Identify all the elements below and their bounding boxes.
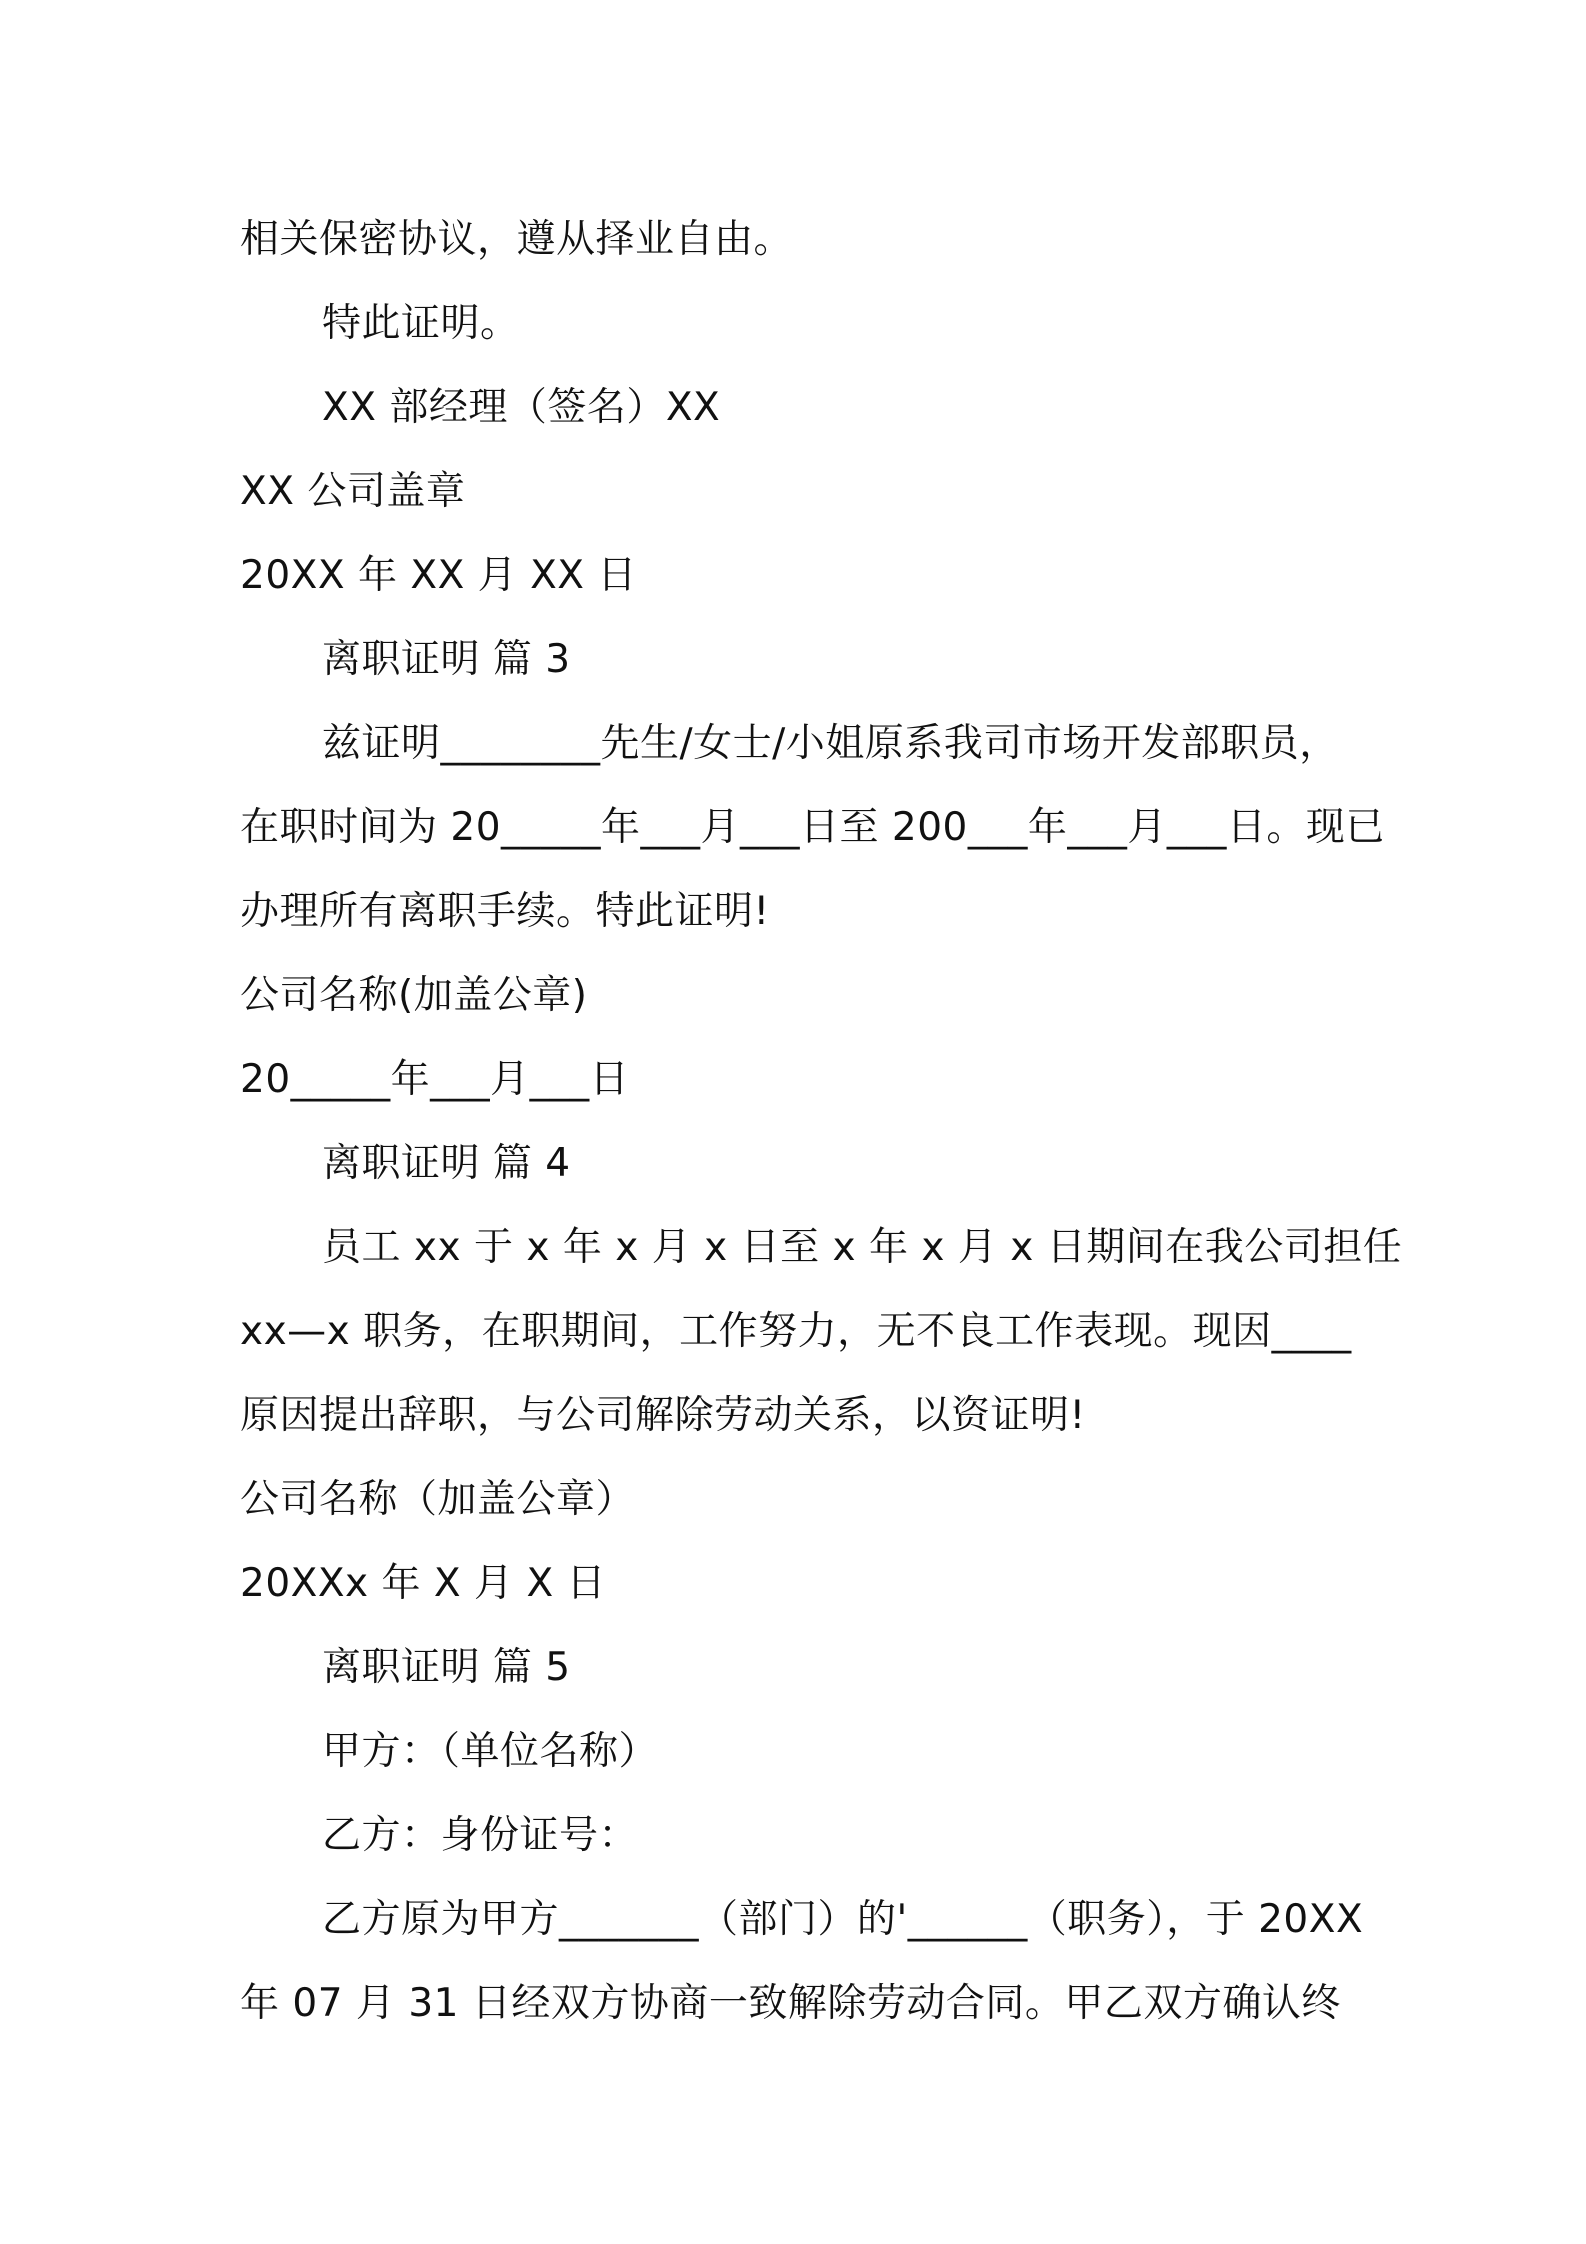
section-title-3: 离职证明 篇 3	[322, 637, 571, 682]
text-line-3: XX 部经理（签名）XX	[322, 385, 721, 430]
text-line-4: XX 公司盖章	[240, 469, 466, 514]
text-line-13: 员工 xx 于 x 年 x 月 x 日至 x 年 x 月 x 日期间在我公司担任	[322, 1225, 1403, 1270]
text-line-15: 原因提出辞职，与公司解除劳动关系，以资证明!	[240, 1393, 1086, 1438]
text-line-1: 相关保密协议，遵从择业自由。	[240, 217, 794, 262]
text-line-17: 20XXx 年 X 月 X 日	[240, 1561, 607, 1606]
section-title-4: 离职证明 篇 4	[322, 1141, 571, 1186]
text-line-21: 乙方原为甲方_______（部门）的'______（职务），于 20XX	[322, 1897, 1364, 1942]
text-line-10: 公司名称(加盖公章)	[240, 973, 588, 1018]
text-line-19: 甲方：（单位名称）	[322, 1729, 659, 1774]
text-line-5: 20XX 年 XX 月 XX 日	[240, 553, 637, 598]
text-line-7: 兹证明________先生/女士/小姐原系我司市场开发部职员，	[322, 721, 1339, 766]
document-body	[240, 198, 1403, 2046]
text-line-9: 办理所有离职手续。特此证明!	[240, 889, 770, 934]
text-line-16: 公司名称（加盖公章）	[240, 1477, 636, 1522]
text-line-20: 乙方：身份证号：	[322, 1813, 639, 1858]
section-title-5: 离职证明 篇 5	[322, 1645, 571, 1690]
text-line-14: xx—x 职务，在职期间，工作努力，无不良工作表现。现因____	[240, 1309, 1352, 1354]
text-line-8: 在职时间为 20_____年___月___日至 200___年___月___日。现已	[240, 805, 1385, 850]
text-line-2: 特此证明。	[322, 301, 520, 346]
text-line-22: 年 07 月 31 日经双方协商一致解除劳动合同。甲乙双方确认终	[240, 1981, 1341, 2026]
text-line-11: 20_____年___月___日	[240, 1057, 630, 1102]
